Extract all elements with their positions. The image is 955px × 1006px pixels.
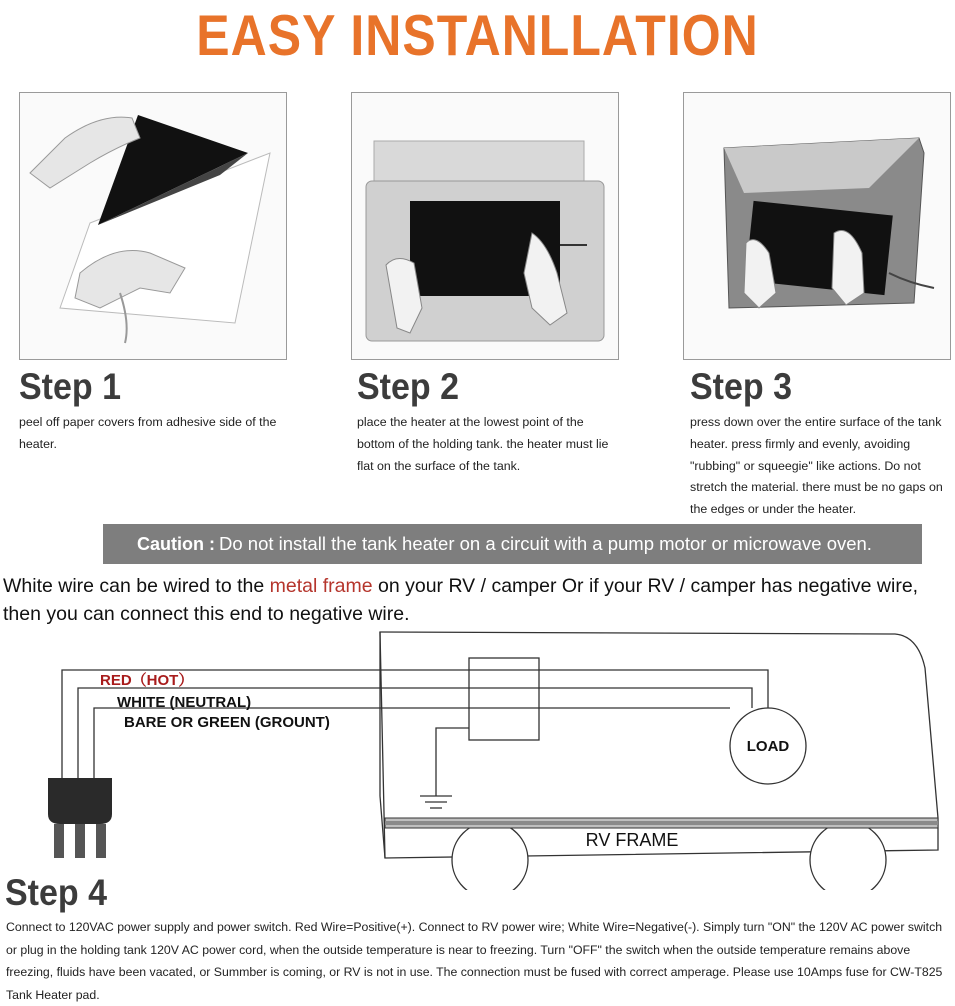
caution-label: Caution : <box>137 533 215 554</box>
wire-note-part1: White wire can be wired to the <box>3 575 270 597</box>
place-heater-illustration <box>352 93 618 359</box>
step-2-text: place the heater at the lowest point of the bottom of the holding tank. the heater must lie flat on the surface of the tank. <box>357 415 609 473</box>
load-label: LOAD <box>746 738 790 755</box>
step-2-heading: Step 2 <box>357 366 460 408</box>
step-1-text: peel off paper covers from adhesive side of the heater. <box>19 415 277 451</box>
step-3-heading: Step 3 <box>690 366 793 408</box>
ground-drop <box>436 728 469 796</box>
caution-banner <box>103 524 922 564</box>
rear-wheel <box>810 822 886 890</box>
caution-text: Do not install the tank heater on a circuit with a pump motor or microwave oven. <box>219 533 872 554</box>
power-plug <box>48 778 112 858</box>
wire-note-highlight: metal frame <box>269 575 373 597</box>
white-neutral-label: WHITE (NEUTRAL) <box>117 694 252 711</box>
rv-frame-label: RV FRAME <box>585 830 679 850</box>
wire-note-part2: on your RV / camper Or if your RV / camper has negative wire, then you can connect this end to negative wire. <box>3 575 919 625</box>
wire-note <box>3 572 943 628</box>
ground-label: BARE OR GREEN (GROUNT) <box>124 714 330 731</box>
peel-heater-illustration <box>20 93 286 359</box>
wiring-diagram <box>0 628 955 890</box>
page-title: EASY INSTANLLATION <box>196 3 759 68</box>
red-hot-label: RED（HOT） <box>100 672 194 689</box>
step-1-heading: Step 1 <box>19 366 122 408</box>
press-heater-illustration <box>684 93 950 359</box>
step-3-photo <box>683 92 951 360</box>
step-4-heading: Step 4 <box>5 872 108 914</box>
step-2-photo <box>351 92 619 360</box>
step-4-text: Connect to 120VAC power supply and power switch. Red Wire=Positive(+). Connect to RV power wire; White Wire=Negative(-). Simply turn "ON" the 120V AC power switch or plug in the holding tank 120V AC power cord, when the outside temperature is near to freezing. Turn "OFF" the switch when the outside temperature remains above freezing, fluids have been vacated, or Summber is coming, or RV is not in use. The connection must be fused with correct amperage. Please use 10Amps fuse for CW-T825 Tank Heater pad. <box>6 920 943 1002</box>
step-1-photo <box>19 92 287 360</box>
step-3-text: press down over the entire surface of the tank heater. press firmly and evenly, avoiding "rubbing" or squeegie" like actions. Do not stretch the material. there must be no gaps on the edges or under the heater. <box>690 415 943 517</box>
front-wheel <box>452 822 528 890</box>
